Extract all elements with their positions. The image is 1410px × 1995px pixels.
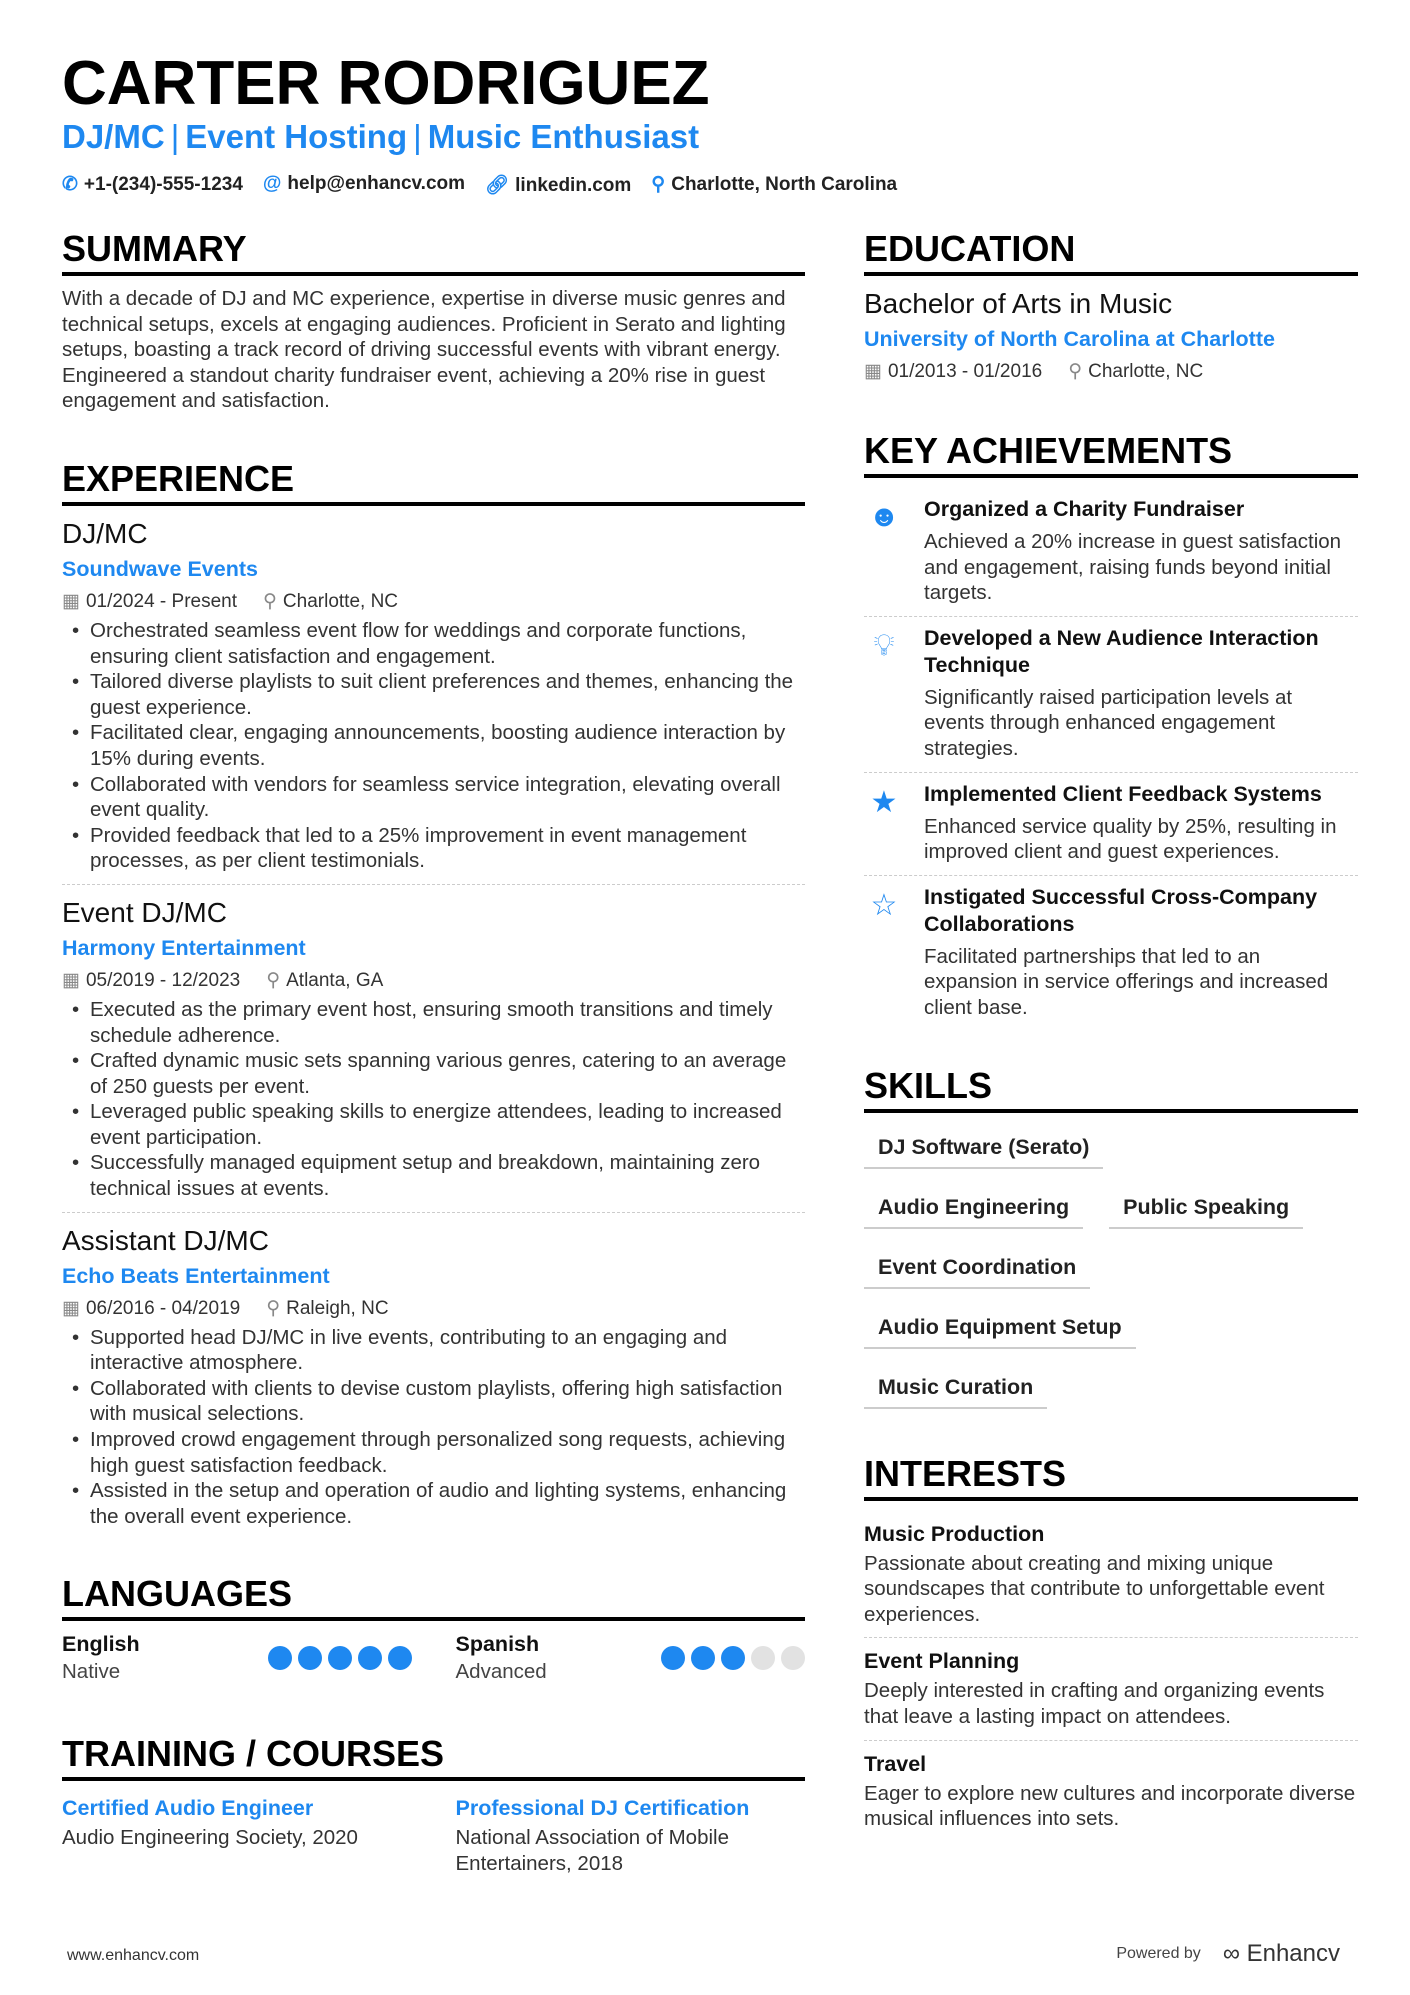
course-item [62,1791,412,1876]
footer-website[interactable]: www.enhancv.com [67,1947,200,1964]
achievement-item [864,876,1358,1031]
job-location: Charlotte, NC [282,590,399,612]
achievement-title: Instigated Successful Cross-Company Collaborations [924,884,1318,936]
achievement-text: Facilitated partnerships that led to an expansion in service offerings and increased client base. [924,944,1329,1019]
bullet-item: • Supported head DJ/MC in live events, contributing to an engaging and interactive atmosphere. [62,1325,805,1376]
email-text: help@enhancv.com [287,173,466,194]
training-section [62,1733,805,1876]
languages-section [62,1573,805,1685]
bullet-item: • Successfully managed equipment setup and breakdown, maintaining zero technical issues at events. [62,1150,805,1201]
section-title: EDUCATION [864,228,1358,276]
contact-info [62,173,897,197]
language-list [62,1631,805,1685]
bullet-item: • Collaborated with clients to devise custom playlists, offering high satisfaction with musical selections. [62,1376,805,1427]
bullet-item: • Leveraged public speaking skills to energize attendees, leading to increased event participation. [62,1099,805,1150]
job-title: Assistant DJ/MC [62,1224,269,1256]
rating-dot [388,1646,412,1670]
education-location: Charlotte, NC [1088,361,1204,382]
calendar-icon: ▦ [62,969,80,991]
bullet-item: • Crafted dynamic music sets spanning various genres, catering to an average of 250 guests per event. [62,1048,805,1099]
bullet-item: • Provided feedback that led to a 25% improvement in event management processes, as per client testimonials. [62,823,805,874]
achievement-list [864,488,1358,1031]
contact-linkedin[interactable] [485,173,631,197]
phone-text: +1-(234)-555-1234 [83,174,243,195]
interest-item [864,1511,1358,1639]
interest-title: Travel [864,1751,927,1776]
job-entry [62,895,805,1213]
job-location: Raleigh, NC [286,1297,389,1319]
job-list [62,516,805,1539]
achievements-section [864,430,1358,1031]
location-pin-icon: ⚲ [266,969,281,991]
section-title: EXPERIENCE [62,458,805,506]
tagline-role: Event Hosting [185,118,408,155]
language-rating [661,1646,805,1670]
section-title: TRAINING / COURSES [62,1733,805,1781]
star-outline-icon: ☆ [870,888,898,922]
skill-tag: Event Coordination [864,1243,1090,1289]
job-dates: 01/2024 - Present [85,590,237,612]
language-level: Native [62,1660,121,1684]
location-pin-icon: ⚲ [266,1297,281,1319]
language-name: Spanish [455,1632,540,1657]
education-section [864,228,1358,388]
contact-location [651,173,897,197]
course-list [62,1791,805,1876]
powered-by-text: Powered by [1116,1945,1201,1962]
language-name: English [62,1632,140,1657]
education-dates: 01/2013 - 01/2016 [887,361,1043,382]
star-half-icon: ★ [870,785,898,819]
skill-tag: Audio Equipment Setup [864,1303,1136,1349]
interests-section [864,1453,1358,1842]
linkedin-text: linkedin.com [515,175,632,196]
achievement-title: Organized a Charity Fundraiser [924,497,1245,521]
section-title: SUMMARY [62,228,805,276]
calendar-icon: ▦ [62,590,80,612]
bullet-list [62,997,805,1202]
course-item [456,1791,806,1876]
contact-email[interactable] [263,173,465,197]
at-icon: @ [262,173,282,194]
language-rating [268,1646,412,1670]
company-name: Harmony Entertainment [62,935,306,960]
enhancv-logo: ∞ Enhancv [1222,1940,1340,1967]
separator: | [413,118,422,155]
bullet-list [62,1325,805,1530]
language-item [62,1631,412,1685]
left-column [62,228,805,1917]
interest-title: Event Planning [864,1649,1020,1674]
company-name: Soundwave Events [62,556,258,581]
job-entry [62,1223,805,1540]
job-dates: 05/2019 - 12/2023 [85,969,241,991]
education-meta [864,356,1358,388]
skill-tag: DJ Software (Serato) [864,1123,1103,1169]
candidate-name: CARTER RODRIGUEZ [62,49,710,118]
lightbulb-icon: 💡︎ [873,628,895,662]
rating-dot [781,1646,805,1670]
bullet-item: • Tailored diverse playlists to suit client preferences and themes, enhancing the guest experience. [62,669,805,720]
interest-text: Passionate about creating and mixing unique soundscapes that contribute to unforgettable event experiences. [864,1551,1325,1626]
skill-tag: Music Curation [864,1363,1047,1409]
course-title: Certified Audio Engineer [62,1796,314,1821]
course-detail: Audio Engineering Society, 2020 [62,1826,358,1850]
job-meta [62,965,805,997]
achievement-text: Significantly raised participation levels at events through enhanced engagement strategies. [924,685,1293,760]
job-title: Event DJ/MC [62,896,227,928]
tagline-role: DJ/MC [62,118,165,155]
brand-name: Enhancv [1246,1940,1340,1967]
achievement-title: Implemented Client Feedback Systems [924,781,1322,806]
rating-dot [721,1646,745,1670]
achievement-item [864,773,1358,876]
location-pin-icon: ⚲ [651,174,666,195]
rating-dot [661,1646,685,1670]
rating-dot [298,1646,322,1670]
bullet-item: • Facilitated clear, engaging announcements, boosting audience interaction by 15% during events. [62,720,805,771]
job-title: DJ/MC [62,517,148,549]
achievement-text: Enhanced service quality by 25%, resulting in improved client and guest experiences. [924,814,1337,864]
job-dates: 06/2016 - 04/2019 [85,1297,241,1319]
bullet-item: • Executed as the primary event host, ensuring smooth transitions and timely schedule adherence. [62,997,805,1048]
job-entry [62,516,805,885]
location-pin-icon: ⚲ [263,590,277,612]
rating-dot [358,1646,382,1670]
achievement-item [864,488,1358,617]
bullet-list [62,618,805,874]
location-pin-icon: ⚲ [1068,361,1083,382]
interest-title: Music Production [864,1521,1045,1546]
achievement-title: Developed a New Audience Interaction Technique [924,625,1319,677]
interest-list [864,1511,1358,1842]
section-title: KEY ACHIEVEMENTS [864,430,1358,478]
bullet-item: • Orchestrated seamless event flow for weddings and corporate functions, ensuring client satisfaction and engagement. [62,618,805,669]
phone-icon: ✆ [62,174,78,195]
job-meta [62,586,805,618]
rating-dot [268,1646,292,1670]
footer-branding [1116,1940,1340,1968]
section-title: LANGUAGES [62,1573,805,1621]
right-column [864,228,1358,1882]
calendar-icon: ▦ [864,361,882,382]
company-name: Echo Beats Entertainment [62,1263,330,1288]
summary-text: With a decade of DJ and MC experience, expertise in diverse music genres and technical setups, excels at engaging audiences. Proficient in Serato and lighting setups, boasting a track record of driving successful events with vibrant energy. Engineered a standout charity fundraiser event, achieving a 20% rise in guest engagement and satisfaction. [62,287,786,413]
bullet-item: • Assisted in the setup and operation of audio and lighting systems, enhancing the overall event experience. [62,1478,805,1529]
contact-phone[interactable] [62,173,243,197]
section-title: INTERESTS [864,1453,1358,1501]
skills-section [864,1065,1358,1423]
language-item [456,1631,806,1685]
language-level: Advanced [455,1660,547,1684]
experience-section [62,458,805,1539]
tagline [62,118,699,156]
head-icon: ☻ [868,500,900,533]
section-title: SKILLS [864,1065,1358,1113]
rating-dot [328,1646,352,1670]
skill-tag: Public Speaking [1109,1183,1303,1229]
achievement-item [864,617,1358,773]
bullet-item: • Improved crowd engagement through personalized song requests, achieving high guest satisfaction feedback. [62,1427,805,1478]
tagline-role: Music Enthusiast [427,118,700,155]
degree: Bachelor of Arts in Music [864,288,1173,319]
achievement-text: Achieved a 20% increase in guest satisfaction and engagement, raising funds beyond initial targets. [924,530,1342,605]
interest-text: Deeply interested in crafting and organizing events that leave a lasting impact on attendees. [864,1679,1325,1728]
calendar-icon: ▦ [62,1297,80,1319]
skill-list [864,1123,1358,1423]
rating-dot [691,1646,715,1670]
course-detail: National Association of Mobile Entertainers, 2018 [455,1826,729,1875]
course-title: Professional DJ Certification [455,1796,750,1821]
bullet-item: • Collaborated with vendors for seamless service integration, elevating overall event quality. [62,772,805,823]
interest-text: Eager to explore new cultures and incorporate diverse musical influences into sets. [864,1781,1356,1831]
link-icon: 🔗︎ [485,175,510,196]
job-meta [62,1293,805,1325]
interest-item [864,1741,1358,1842]
interest-item [864,1638,1358,1740]
rating-dot [751,1646,775,1670]
location-text: Charlotte, North Carolina [671,174,898,195]
summary-section [62,228,805,414]
skill-tag: Audio Engineering [864,1183,1083,1229]
school: University of North Carolina at Charlotte [864,327,1275,351]
job-location: Atlanta, GA [286,969,384,991]
separator: | [170,118,180,155]
